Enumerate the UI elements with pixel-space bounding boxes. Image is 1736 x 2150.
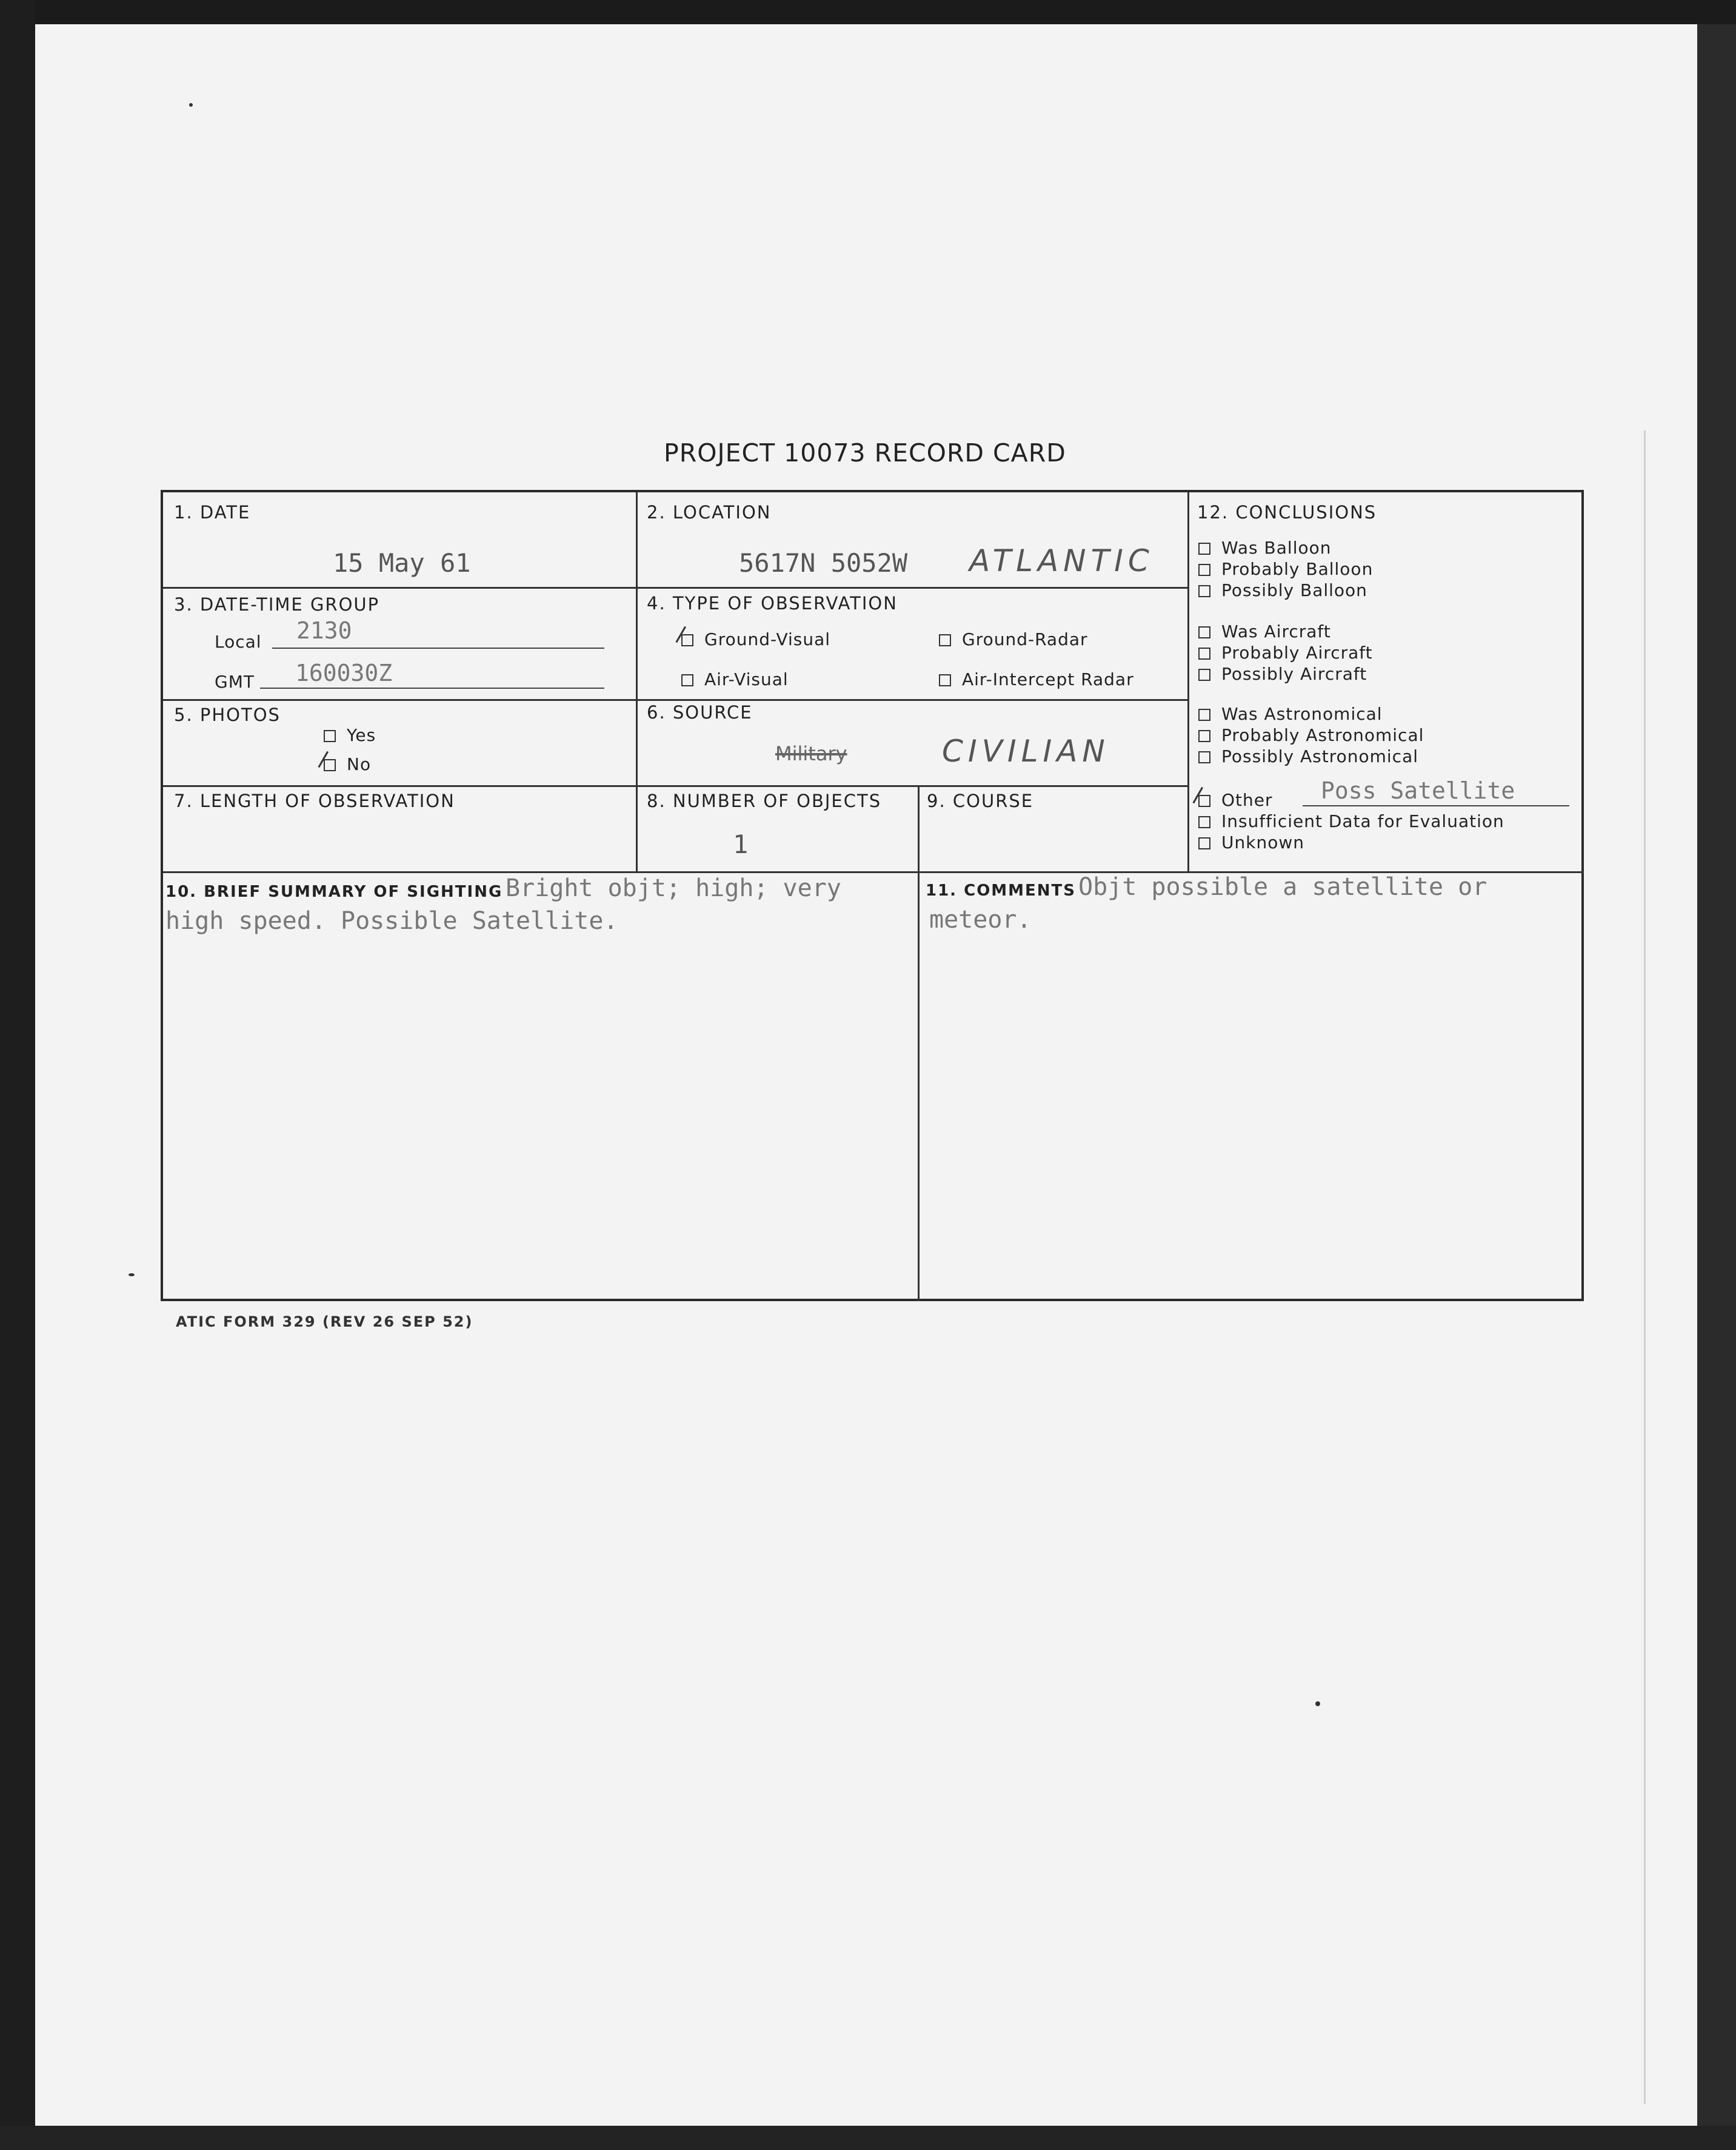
conclusion-option[interactable] [1198,703,1424,725]
col-divider [918,785,920,1301]
option-label: Insufficient Data for Evaluation [1221,811,1504,831]
length-label: 7. LENGTH OF OBSERVATION [174,791,455,811]
option-label: No [347,754,372,774]
form-footer: ATIC FORM 329 (REV 26 SEP 52) [176,1313,473,1330]
option-label: Was Balloon [1221,538,1332,558]
photos-no-option[interactable] [324,754,371,774]
air-intercept-radar-option[interactable] [939,669,1134,689]
location-label: 2. LOCATION [647,502,772,523]
comments-label: 11. COMMENTS [926,882,1077,900]
observation-type-label: 4. TYPE OF OBSERVATION [647,593,898,614]
local-label: Local [215,632,262,652]
checkbox-icon [1198,709,1210,721]
checkbox-icon [1198,837,1210,849]
checkbox-icon [1198,751,1210,763]
gmt-label: GMT [215,672,255,692]
option-label: Was Astronomical [1221,704,1383,724]
option-label: Air-Visual [704,669,789,689]
option-label: Unknown [1221,832,1304,852]
option-label: Possibly Aircraft [1221,664,1367,684]
dust-speck [189,103,193,107]
other-underline [1303,805,1569,806]
row-divider [636,699,1187,701]
film-border-left [0,0,35,2150]
gmt-underline [260,688,604,689]
ground-visual-option[interactable] [681,629,830,649]
page-edge-line [1644,430,1646,2104]
option-label: Possibly Balloon [1221,580,1367,600]
option-label: Ground-Visual [704,629,831,649]
comments-line-2: meteor. [929,906,1032,934]
summary-label: 10. BRIEF SUMMARY OF SIGHTING [165,883,503,901]
film-border-right [1697,24,1736,2128]
location-coords: 5617N 5052W [739,548,908,578]
row-divider [163,699,636,701]
conclusion-option[interactable] [1198,621,1373,642]
option-label: Probably Balloon [1221,559,1374,579]
local-value: 2130 [296,617,352,644]
option-label: Ground-Radar [962,629,1088,649]
dust-speck [1315,1701,1320,1706]
row-divider [163,587,1187,589]
conclusions-group-balloon [1198,537,1373,601]
conclusion-option[interactable] [1198,725,1424,746]
checkbox-icon [324,730,336,742]
conclusion-option[interactable] [1198,811,1504,832]
conclusion-option[interactable] [1198,558,1373,580]
conclusion-other-value: Poss Satellite [1321,777,1515,804]
gmt-value: 160030Z [295,660,393,686]
row-divider [163,785,1187,787]
conclusion-option[interactable] [1198,580,1373,601]
checkbox-icon [1198,626,1210,638]
checkbox-icon [1198,585,1210,597]
dtg-label: 3. DATE-TIME GROUP [174,594,380,615]
summary-line-2: high speed. Possible Satellite. [165,907,618,935]
checkbox-icon [1198,669,1210,681]
air-visual-option[interactable] [681,669,789,689]
ground-radar-option[interactable] [939,629,1088,649]
source-label: 6. SOURCE [647,702,753,723]
source-struck-text: Military [775,742,847,765]
record-card [161,490,1584,1301]
checkbox-icon [681,634,693,646]
option-label: Was Aircraft [1221,621,1331,641]
checkbox-icon [1198,816,1210,828]
local-underline [272,648,604,649]
option-label: Probably Astronomical [1221,725,1424,745]
option-label: Other [1221,790,1273,810]
checkbox-icon [1198,795,1210,807]
col-divider [1187,492,1189,871]
date-value: 15 May 61 [333,548,471,578]
checkbox-icon [1198,648,1210,660]
option-label: Probably Aircraft [1221,643,1373,663]
conclusion-option[interactable] [1198,832,1504,853]
conclusion-option[interactable] [1198,746,1424,767]
location-handwritten: ATLANTIC [969,543,1154,578]
photos-yes-option[interactable] [324,725,376,745]
photos-label: 5. PHOTOS [174,705,281,725]
checkbox-icon [681,674,693,686]
film-border-top [0,0,1736,24]
conclusion-option[interactable] [1198,642,1373,663]
num-objects-label: 8. NUMBER OF OBJECTS [647,791,882,811]
checkbox-icon [324,759,336,771]
comments-line-1: Objt possible a satellite or [1078,873,1487,901]
conclusion-option[interactable] [1198,663,1373,685]
conclusion-option[interactable] [1198,537,1373,558]
film-border-bottom [0,2126,1736,2150]
option-label: Possibly Astronomical [1221,746,1419,766]
summary-line-1: Bright objt; high; very [506,874,841,902]
conclusions-label: 12. CONCLUSIONS [1197,502,1377,523]
option-label: Air-Intercept Radar [962,669,1134,689]
checkbox-icon [1198,564,1210,576]
date-label: 1. DATE [174,502,251,523]
conclusions-group-astronomical [1198,703,1424,767]
checkbox-icon [1198,730,1210,742]
checkbox-icon [939,634,951,646]
course-label: 9. COURSE [927,791,1034,811]
option-label: Yes [347,725,376,745]
num-objects-value: 1 [733,829,749,859]
conclusions-group-aircraft [1198,621,1373,685]
checkbox-icon [939,674,951,686]
col-divider [636,492,638,871]
dust-speck [129,1273,135,1276]
source-handwritten: CIVILIAN [942,734,1110,769]
card-title: PROJECT 10073 RECORD CARD [664,438,1066,467]
checkbox-icon [1198,543,1210,555]
